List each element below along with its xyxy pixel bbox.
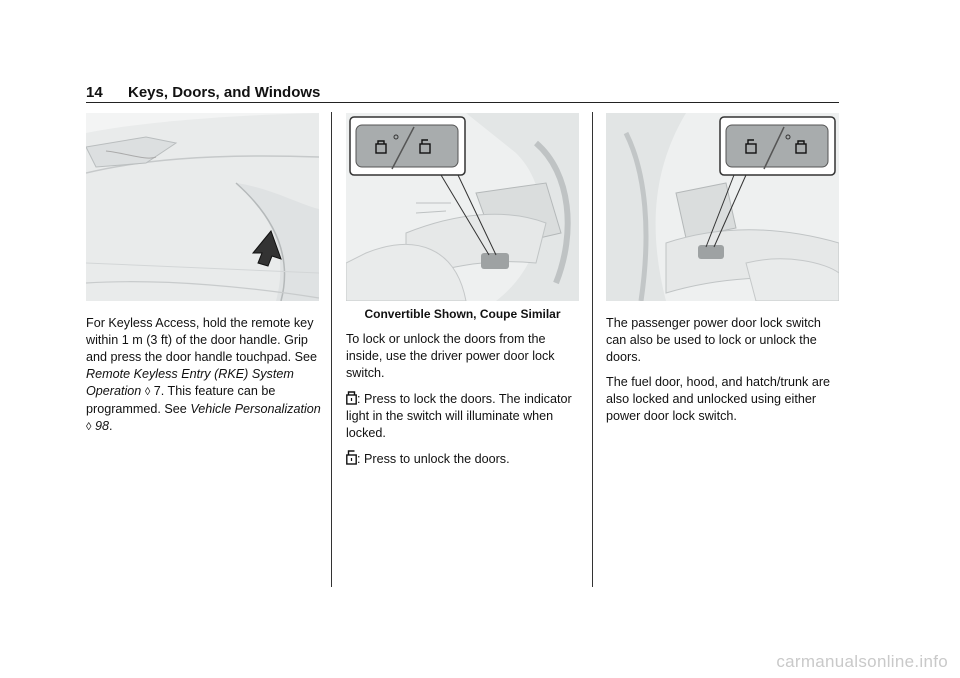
unlock-description-text: : Press to unlock the doors. — [357, 452, 510, 466]
page-ref-icon: ◊ — [86, 421, 92, 433]
lock-icon — [346, 390, 357, 405]
column-divider — [331, 112, 332, 587]
paragraph-text: . This feature can be programmed. See — [86, 384, 276, 416]
passenger-switch-text — [606, 315, 844, 433]
lock-description-text: : Press to lock the doors. The indicator light in the switch will illuminate when locked. — [346, 392, 572, 440]
vehicle-personalization-link[interactable]: Vehicle Personalization — [190, 402, 321, 416]
figure-caption: Convertible Shown, Coupe Similar — [364, 307, 561, 321]
paragraph-text: . — [108, 419, 113, 433]
rke-link[interactable]: Remote Keyless Entry (RKE) System Operation — [86, 367, 294, 398]
section-title: Keys, Doors, and Windows — [128, 84, 321, 101]
page-number: 14 — [86, 84, 103, 101]
unlock-icon — [346, 450, 357, 465]
unlock-description — [346, 450, 584, 468]
page-header — [86, 84, 839, 104]
lock-description — [346, 390, 584, 442]
watermark: carmanualsonline.info — [776, 652, 948, 671]
page-ref-icon: ◊ — [144, 386, 151, 398]
driver-switch-text — [346, 331, 584, 476]
keyless-access-paragraph — [86, 315, 324, 444]
paragraph-text: The fuel door, hood, and hatch/trunk are also locked and unlocked using either power door lock switch. — [606, 375, 831, 423]
paragraph-text: To lock or unlock the doors from the inside, use the driver power door lock switch. — [346, 332, 555, 380]
driver-lock-switch-illustration — [346, 113, 579, 301]
column-divider — [592, 112, 593, 587]
door-handle-illustration — [86, 113, 319, 301]
page-ref[interactable]: 7 — [153, 384, 161, 398]
paragraph-text: For Keyless Access, hold the remote key within 1 m (3 ft) of the door handle. Grip and press the door handle touchpad. See — [86, 316, 318, 364]
page-ref[interactable]: 98 — [94, 419, 109, 433]
paragraph-text: The passenger power door lock switch can also be used to lock or unlock the doors. — [606, 316, 821, 364]
header-rule — [86, 102, 839, 103]
passenger-lock-switch-illustration — [606, 113, 839, 301]
